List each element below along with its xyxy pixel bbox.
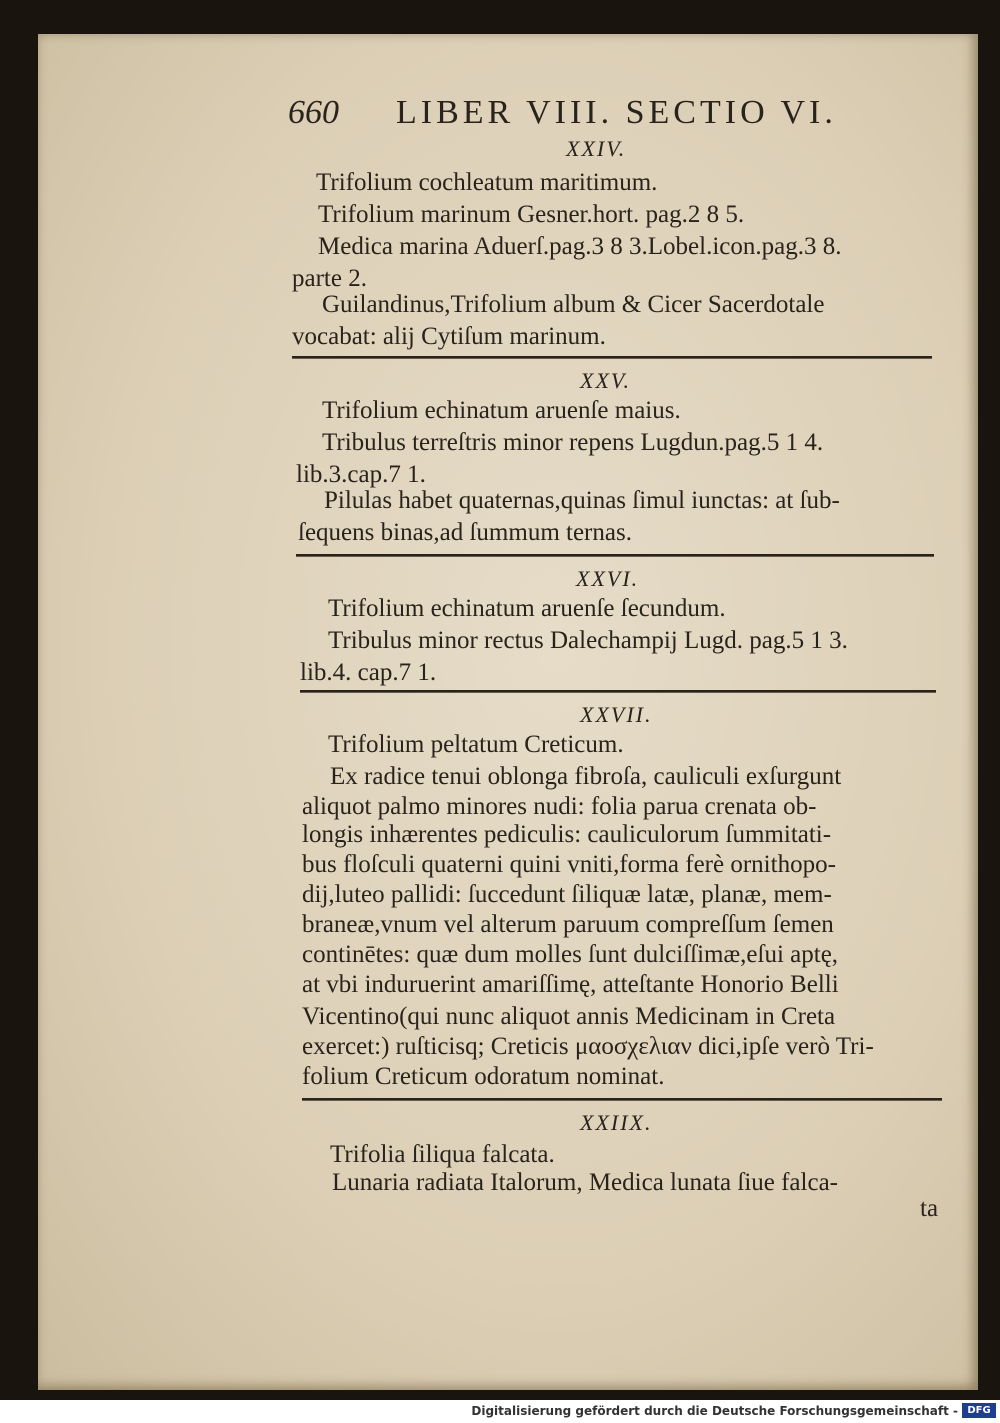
text-line: folium Creticum odoratum nominat. [302, 1063, 665, 1090]
section-rule [296, 554, 934, 557]
text-line: continētes: quæ dum molles ſunt dulciſſimæ,eſui aptę, [302, 941, 839, 968]
text-line: Trifolia ſiliqua falcata. [330, 1141, 555, 1168]
text-line: lib.3.cap.7 1. [296, 461, 426, 488]
text-line: longis inhærentes pediculis: cauliculorum ſummitati- [302, 821, 832, 848]
text-line: ſequens binas,ad ſummum ternas. [298, 519, 632, 546]
page-number: 660 [288, 94, 339, 131]
page-header [288, 94, 948, 142]
text-line: dij,luteo pallidi: ſuccedunt ſiliquæ latæ, planæ, mem- [302, 881, 832, 908]
section-rule [300, 690, 936, 693]
text-line: at vbi induruerint amariſſimę, atteſtante Honorio Belli [302, 971, 839, 998]
section-rule [292, 356, 932, 359]
section-numeral: XXV. [580, 368, 631, 393]
text-line: exercet:) ruſticisq; Creticis μαοσχελιαν dici,ipſe verò Tri- [302, 1033, 874, 1060]
text-line: Ex radice tenui oblonga fibroſa, cauliculi exſurgunt [330, 763, 842, 790]
text-line: parte 2. [292, 265, 367, 292]
running-title: LIBER VIII. SECTIO VI. [396, 94, 837, 131]
section-rule [302, 1098, 942, 1101]
text-line: Tribulus terreſtris minor repens Lugdun.pag.5 1 4. [322, 429, 824, 456]
text-line: Medica marina Aduerſ.pag.3 8 3.Lobel.icon.pag.3 8. [318, 233, 842, 260]
footer-bar [0, 1400, 1000, 1423]
text-line: Trifolium peltatum Creticum. [328, 731, 624, 758]
section-numeral: XXIV. [566, 136, 627, 161]
text-line: Vicentino(qui nunc aliquot annis Medicinam in Creta [302, 1003, 836, 1030]
text-line: aliquot palmo minores nudi: folia parua crenata ob- [302, 793, 817, 820]
text-line: Lunaria radiata Italorum, Medica lunata ſiue falca- [332, 1169, 838, 1196]
section-numeral: XXIIX. [580, 1110, 653, 1135]
text-line: Trifolium echinatum aruenſe ſecundum. [328, 595, 726, 622]
dfg-logo: DFG [962, 1403, 996, 1418]
text-line: bus floſculi quaterni quini vniti,forma ferè ornithopo- [302, 851, 836, 878]
text-line: Guilandinus,Trifolium album & Cicer Sacerdotale [322, 291, 825, 318]
text-line: lib.4. cap.7 1. [300, 659, 437, 686]
text-line: Tribulus minor rectus Dalechampij Lugd. pag.5 1 3. [328, 627, 848, 654]
catchword: ta [920, 1195, 939, 1222]
text-line: Trifolium marinum Gesner.hort. pag.2 8 5. [318, 201, 745, 228]
funding-credit: Digitalisierung gefördert durch die Deutsche Forschungsgemeinschaft - [471, 1404, 958, 1418]
text-line: Trifolium echinatum aruenſe maius. [322, 397, 681, 424]
section-numeral: XXVII. [580, 702, 653, 727]
section-numeral: XXVI. [576, 566, 640, 591]
text-line: Trifolium cochleatum maritimum. [316, 169, 658, 196]
text-line: braneæ,vnum vel alterum paruum compreſſum ſemen [302, 911, 834, 938]
text-line: Pilulas habet quaternas,quinas ſimul iunctas: at ſub- [324, 487, 840, 514]
text-line: vocabat: alij Cytiſum marinum. [292, 323, 606, 350]
